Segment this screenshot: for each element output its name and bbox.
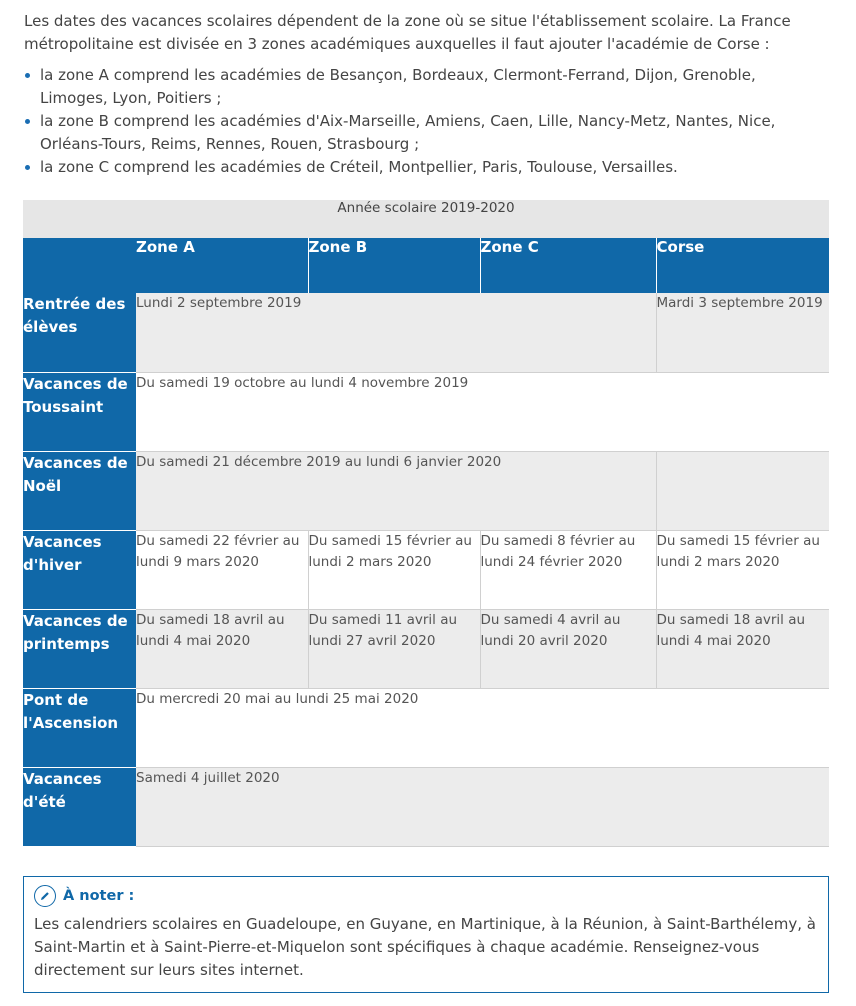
table-cell: Du mercredi 20 mai au lundi 25 mai 2020: [136, 688, 829, 767]
bullet-icon: [25, 119, 30, 124]
bullet-icon: [25, 165, 30, 170]
table-cell: Du samedi 15 février au lundi 2 mars 2020: [308, 530, 480, 609]
table-cell: Du samedi 4 avril au lundi 20 avril 2020: [480, 609, 656, 688]
table-cell: Du samedi 19 octobre au lundi 4 novembre 2019: [136, 372, 829, 451]
row-label: Vacances d'été: [23, 767, 136, 846]
table-row: [23, 530, 829, 609]
table-cell: Mardi 3 septembre 2019: [656, 293, 829, 372]
row-label: Vacances de Toussaint: [23, 372, 136, 451]
header-zone-a: Zone A: [136, 238, 308, 293]
holiday-calendar-table: [23, 200, 829, 847]
pencil-icon: [34, 885, 56, 907]
note-header: [34, 885, 818, 907]
table-row: [23, 293, 829, 372]
table-row: [23, 767, 829, 846]
table-row: [23, 451, 829, 530]
note-title: À noter :: [63, 888, 135, 904]
table-cell: Du samedi 22 février au lundi 9 mars 2020: [136, 530, 308, 609]
table-caption-row: [23, 200, 829, 238]
list-item: [24, 64, 824, 110]
row-label: Vacances de Noël: [23, 451, 136, 530]
table-row: [23, 688, 829, 767]
row-label: Rentrée des élèves: [23, 293, 136, 372]
note-box: [23, 876, 829, 993]
list-item: [24, 156, 824, 179]
zone-a-text: la zone A comprend les académies de Besançon, Bordeaux, Clermont-Ferrand, Dijon, Grenoble, Limoges, Lyon, Poitiers ;: [40, 66, 756, 107]
table-row: [23, 372, 829, 451]
table-cell: Lundi 2 septembre 2019: [136, 293, 656, 372]
row-label: Vacances d'hiver: [23, 530, 136, 609]
table-cell: Du samedi 11 avril au lundi 27 avril 2020: [308, 609, 480, 688]
row-label: Vacances de printemps: [23, 609, 136, 688]
table-cell: Du samedi 8 février au lundi 24 février 2020: [480, 530, 656, 609]
bullet-icon: [25, 73, 30, 78]
header-zone-b: Zone B: [308, 238, 480, 293]
header-zone-c: Zone C: [480, 238, 656, 293]
table-cell: Samedi 4 juillet 2020: [136, 767, 829, 846]
table-row: [23, 609, 829, 688]
header-corner: [23, 238, 136, 293]
table-cell: Du samedi 18 avril au lundi 4 mai 2020: [136, 609, 308, 688]
table-header-row: [23, 238, 829, 293]
table-cell: Du samedi 18 avril au lundi 4 mai 2020: [656, 609, 829, 688]
list-item: [24, 110, 824, 156]
zone-b-text: la zone B comprend les académies d'Aix-Marseille, Amiens, Caen, Lille, Nancy-Metz, Nantes, Nice, Orléans-Tours, Reims, Rennes, Rouen, Strasbourg ;: [40, 112, 776, 153]
intro-paragraph: Les dates des vacances scolaires dépendent de la zone où se situe l'établissement scolaire. La France métropolitaine est divisée en 3 zones académiques auxquelles il faut ajouter l'académie de Corse :: [24, 12, 791, 53]
table-cell: Du samedi 21 décembre 2019 au lundi 6 janvier 2020: [136, 451, 656, 530]
zones-list: [24, 64, 824, 179]
table-caption: Année scolaire 2019-2020: [23, 200, 829, 238]
table-cell: [656, 451, 829, 530]
row-label: Pont de l'Ascension: [23, 688, 136, 767]
note-text: Les calendriers scolaires en Guadeloupe, en Guyane, en Martinique, à la Réunion, à Saint-Barthélemy, à Saint-Martin et à Saint-Pierre-et-Miquelon sont spécifiques à chaque académie. Renseignez-vous directement sur leurs sites internet.: [34, 915, 816, 979]
header-corse: Corse: [656, 238, 829, 293]
table-cell: Du samedi 15 février au lundi 2 mars 2020: [656, 530, 829, 609]
zone-c-text: la zone C comprend les académies de Créteil, Montpellier, Paris, Toulouse, Versailles.: [40, 158, 678, 176]
